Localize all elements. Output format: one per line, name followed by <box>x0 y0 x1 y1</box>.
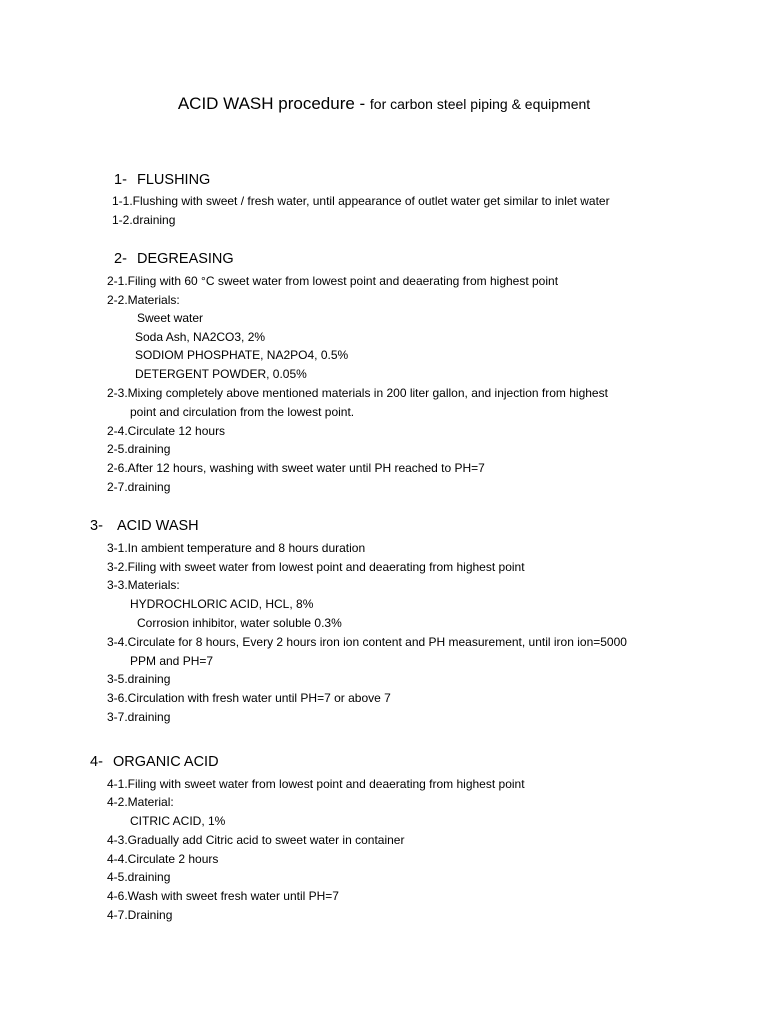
list-item: 3-4.Circulate for 8 hours, Every 2 hours iron ion content and PH measurement, until iron ion=5000 <box>107 635 627 649</box>
list-item: 1-2.draining <box>112 213 176 227</box>
list-item: PPM and PH=7 <box>130 654 214 668</box>
list-item: Sweet water <box>137 311 204 325</box>
title-subtitle: for carbon steel piping & equipment <box>369 96 591 112</box>
list-item: 2-5.draining <box>107 442 171 456</box>
list-item: 2-7.draining <box>107 480 171 494</box>
list-item: point and circulation from the lowest point. <box>130 405 355 419</box>
list-item: 2-6.After 12 hours, washing with sweet water until PH reached to PH=7 <box>107 461 485 475</box>
list-item: Corrosion inhibitor, water soluble 0.3% <box>137 616 342 630</box>
section-number: 2- <box>114 251 127 267</box>
list-item: 4-6.Wash with sweet fresh water until PH=7 <box>107 889 339 903</box>
section-heading-acid-wash <box>90 516 199 536</box>
list-item: 3-3.Materials: <box>107 578 180 592</box>
section-title: DEGREASING <box>137 251 234 267</box>
title-main: ACID WASH procedure - <box>177 94 370 113</box>
page-title <box>0 94 768 114</box>
list-item: 3-1.In ambient temperature and 8 hours duration <box>107 541 366 555</box>
section-heading-degreasing <box>114 249 234 269</box>
section-number: 4- <box>90 754 103 770</box>
list-item: 3-6.Circulation with fresh water until PH=7 or above 7 <box>107 691 391 705</box>
list-item: DETERGENT POWDER, 0.05% <box>135 367 307 381</box>
list-item: 4-1.Filing with sweet water from lowest point and deaerating from highest point <box>107 777 525 791</box>
list-item: 4-7.Draining <box>107 908 173 922</box>
section-number: 3- <box>90 518 103 534</box>
list-item: 4-2.Material: <box>107 795 174 809</box>
list-item: 3-5.draining <box>107 672 171 686</box>
section-title: ACID WASH <box>117 518 199 534</box>
list-item: 3-7.draining <box>107 710 171 724</box>
list-item: 4-5.draining <box>107 870 171 884</box>
section-title: ORGANIC ACID <box>113 754 219 770</box>
section-heading-organic-acid <box>90 752 219 772</box>
list-item: HYDROCHLORIC ACID, HCL, 8% <box>130 597 314 611</box>
list-item: 1-1.Flushing with sweet / fresh water, until appearance of outlet water get similar to inlet water <box>112 194 610 208</box>
list-item: 2-4.Circulate 12 hours <box>107 424 226 438</box>
list-item: 4-4.Circulate 2 hours <box>107 852 219 866</box>
list-item: 2-3.Mixing completely above mentioned materials in 200 liter gallon, and injection from highest <box>107 386 608 400</box>
list-item: 2-1.Filing with 60 °C sweet water from lowest point and deaerating from highest point <box>107 274 559 288</box>
section-heading-flushing <box>114 170 210 190</box>
list-item: 4-3.Gradually add Citric acid to sweet water in container <box>107 833 405 847</box>
list-item: 2-2.Materials: <box>107 293 180 307</box>
section-title: FLUSHING <box>137 172 211 188</box>
list-item: 3-2.Filing with sweet water from lowest point and deaerating from highest point <box>107 560 525 574</box>
list-item: CITRIC ACID, 1% <box>130 814 226 828</box>
list-item: SODIOM PHOSPHATE, NA2PO4, 0.5% <box>135 348 349 362</box>
list-item: Soda Ash, NA2CO3, 2% <box>135 330 266 344</box>
section-number: 1- <box>114 172 127 188</box>
